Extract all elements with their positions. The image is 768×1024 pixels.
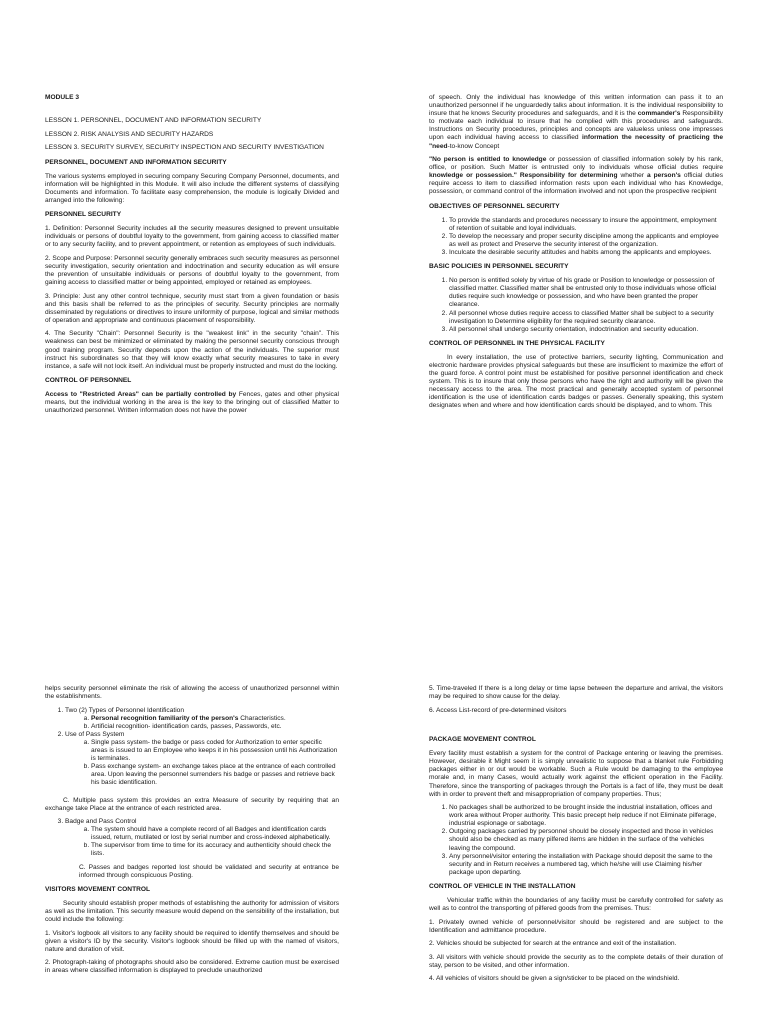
paragraph: Vehicular traffic within the boundaries of any facility must be carefully controlled for safety as well as to control the transporting of pilfered goods from the premises. Thus:: [429, 897, 723, 913]
list-item: 3. All personnel shall undergo security orientation, indoctrination and security education.: [449, 326, 723, 334]
paragraph: 2. Photograph-taking of photographs should also be considered. Extreme caution must be exercised in areas where classified information is displayed to preclude unauthorized: [45, 959, 339, 975]
lesson-1: LESSON 1. PERSONNEL, DOCUMENT AND INFORMATION SECURITY: [45, 117, 262, 125]
list-item: 1. To provide the standards and procedures necessary to insure the appointment, employment of retention of suitable and loyal individuals.: [449, 217, 723, 233]
paragraph: 1. Privately owned vehicle of personnel/visitor should be registered and are subject to the Identification and admittance procedure.: [429, 918, 723, 934]
sub-list-item: [91, 715, 339, 723]
list-item: 1. No packages shall be authorized to be brought inside the industrial installation, offices and work area without Proper authority. This basic precept help reduce if not Eliminate pilferage, industrial espionage or sabotage.: [449, 804, 723, 828]
bold-text: commander's: [637, 110, 681, 118]
list-item: 2. All personnel whose duties require access to classified Matter shall be subject to a security investigation to Determine eligibility for the required security clearance.: [449, 310, 723, 326]
body-text: of speech. Only the individual has knowledge of this written information can pass it to an unauthorized personnel if he unguardedly talks about information. It is the individual responsibility to insure that he knows Security procedures and safeguards, and it is the: [429, 94, 723, 118]
objectives-list: [429, 217, 723, 257]
section-heading: OBJECTIVES OF PERSONNEL SECURITY: [429, 202, 560, 210]
sub-list-item: b. The supervisor from time to time for its accuracy and authenticity should check the lists.: [91, 842, 339, 858]
sub-list-item: a. The system should have a complete record of all Badges and identification cards issued, return, mutilated or lost by serial number and cross-indexed alphabetically.: [91, 826, 339, 842]
list-item: 3. Any personnel/visitor entering the installation with Package should deposit the same to the security and in Return receives a numbered tag, which he/she will use Claiming his/her package upon departing.: [449, 853, 723, 877]
sub-list: [65, 826, 339, 858]
list-item: 2. Outgoing packages carried by personnel should be closely inspected and those in vehicles should also be checked as many pilfered items are hidden in the surface of the vehicles leaving the compound.: [449, 828, 723, 852]
page1-left-column: [45, 94, 339, 421]
paragraph: 4. All vehicles of visitors should be given a sign/sticker to be placed on the windshield.: [429, 975, 680, 983]
list-item: [65, 731, 339, 788]
body-text: -to-know Concept: [447, 142, 500, 150]
paragraph: [429, 156, 723, 196]
lesson-2: LESSON 2. RISK ANALYSIS AND SECURITY HAZARDS: [45, 130, 214, 138]
badge-list: [45, 818, 339, 858]
section-heading: CONTROL OF VEHICLE IN THE INSTALLATION: [429, 882, 576, 890]
page1-right-column: [429, 94, 723, 416]
section-heading: BASIC POLICIES IN PERSONNEL SECURITY: [429, 263, 569, 271]
sub-list-item: b. Artificial recognition- identification cards, passes, Passwords, etc.: [91, 723, 339, 731]
sub-list-item: b. Pass exchange system- an exchange takes place at the entrance of each controlled area. Upon leaving the personnel surrenders his badge or passes and retrieve back his basic identification.: [91, 763, 339, 787]
page2-left-column: [45, 685, 339, 981]
paragraph: Security should establish proper methods of establishing the authority for admission of visitors as well as the limitation. This security measure would depend on the sensibility of the installation, but could include the following:: [45, 899, 339, 924]
paragraph: 2. Vehicles should be subjected for search at the entrance and exit of the installation.: [429, 940, 677, 948]
paragraph: 4. The Security "Chain": Personnel Security is the "weakest link" in the security "chain". This weakness can best be minimized or eliminated by making the personnel security conscious through good training program. Security depends upon the action of the individuals. The superior must instruct his subordinates so that they will know exactly what security measures to take in every instance, a safe will not lock itself. An individual must be properly instructed and must do the locking.: [45, 330, 339, 370]
sub-list-item: a. Single pass system- the badge or pass coded for Authorization to enter specific areas is issued to an Employee who keeps it in his possession until his Authorization is terminates.: [91, 739, 339, 763]
list-item: 1. No person is entitled solely by virtue of his grade or Position to knowledge or possession of classified matter. Classified matter shall be entrusted only to those individuals whose official duties require such knowledge or possession, and who have been granted the proper clearance.: [449, 277, 723, 309]
body-text: Characteristics.: [238, 714, 286, 722]
paragraph: C. Multiple pass system this provides an extra Measure of security by requiring that an exchange take Place at the entrance of each restricted area.: [45, 796, 339, 812]
body-text: whether: [617, 172, 647, 180]
paragraph: 2. Scope and Purpose: Personnel security generally embraces such security measures as personnel security investigation, security orientation and indoctrination and security education as will ensure the prevention of unsuitable individuals or persons of doubtful loyalty to the government, from gaining access to classified matter or being appointed, employed or retained as employees.: [45, 254, 339, 287]
identification-list: [45, 707, 339, 788]
list-item: 3. Inculcate the desirable security attitudes and habits among the applicants and employees.: [449, 249, 723, 257]
paragraph: 1. Visitor's logbook all visitors to any facility should be required to identify themselves and should be given a visitor's ID by the security. Visitor's logbook should be filled up with the named of visitors, nature and duration of visit.: [45, 929, 339, 953]
section-heading: VISITORS MOVEMENT CONTROL: [45, 885, 151, 893]
bold-text: a person's: [646, 172, 681, 180]
paragraph: helps security personnel eliminate the risk of allowing the access of unauthorized personnel within the establishments.: [45, 685, 339, 701]
body-text: Fences, gates and other physical means, but the individual working in the area is the key to the bringing out of classified Matter to unauthorized personnel. Written information does not have the power: [45, 390, 339, 415]
paragraph: 1. Definition: Personnel Security includes all the security measures designed to prevent unsuitable individuals or persons of doubtful loyalty to the government, from gaining access to classified matter or to any security facility, and to prevent appointment, or retention as employees of such individuals.: [45, 225, 339, 249]
document-page-2: [0, 640, 768, 1024]
intro-paragraph: The various systems employed in securing company Securing Company Personnel, documents, and information will be highlighted in this Module. It will also include the different systems of classifying Documents and information. To facilitate easy comprehension, the module is logically Divided and arranged into the following:: [45, 172, 339, 204]
list-item-text: Use of Pass System: [65, 730, 125, 738]
bold-text: Access to "Restricted Areas" can be partially controlled by: [45, 390, 237, 398]
paragraph: Every facility must establish a system for the control of Package entering or leaving the premises. However, desirable it Might seem it is simply unrealistic to suppose that a blanket rule Forbidding packages either in or out would be workable. Such a Rule would be damaging to the employee morale and, in many Cases, would actually work against the efficient operation in the Facility. Therefore, since the transporting of packages through the Portals is a fact of life, they must be dealt with in order to prevent theft and misappropriation of company properties. Thus;: [429, 750, 723, 798]
lesson-3: LESSON 3. SECURITY SURVEY, SECURITY INSPECTION AND SECURITY INVESTIGATION: [45, 144, 324, 152]
list-item-text: Badge and Pass Control: [65, 818, 137, 826]
paragraph: 3. Principle: Just any other control technique, security must start from a given foundation or basis and this basis shall be referred to as the principles of security. Security principles are normally disseminated by regulations or directives to insure uniformity of purpose, logical and similar methods of operation and appropriate and continuous placement of responsibility.: [45, 292, 339, 324]
section-heading: CONTROL OF PERSONNEL IN THE PHYSICAL FACILITY: [429, 339, 605, 347]
package-list: [429, 804, 723, 877]
paragraph: 3. All visitors with vehicle should provide the security as to the complete details of their duration of stay, person to be visited, and other information.: [429, 953, 723, 969]
policies-list: [429, 277, 723, 334]
list-item: [65, 707, 339, 731]
paragraph: In every installation, the use of protective barriers, security lighting, Communication and electronic hardware provides physical safeguards but these are insufficient to maximize the effort of the guard force. A control point must be established for positive personnel identification and check system. This is to insure that only those persons who have the right and authority will be given the necessary access to the area. The most practical and generally accepted system of personnel identification is the use of identification cards badges or passes. Generally speaking, this system designates when and where and how identification cards should be displayed, and to whom. This: [429, 353, 723, 410]
paragraph: 6. Access List-record of pre-determined visitors: [429, 706, 567, 714]
sub-list: [65, 739, 339, 788]
module-title: MODULE 3: [45, 94, 80, 101]
paragraph: 5. Time-traveled If there is a long delay or time lapse between the departure and arrival, the visitors may be required to show cause for the delay.: [429, 685, 723, 701]
section-heading: PERSONNEL, DOCUMENT AND INFORMATION SECURITY: [45, 158, 227, 166]
section-heading: CONTROL OF PERSONNEL: [45, 376, 132, 384]
paragraph: [45, 391, 339, 415]
paragraph: C. Passes and badges reported lost should be validated and security at entrance be informed through conspicuous Posting.: [79, 863, 339, 879]
section-heading: PERSONNEL SECURITY: [45, 211, 122, 219]
bold-text: information the necessity of practicing the "need: [429, 134, 724, 150]
list-item-text: Two (2) Types of Personnel Identification: [65, 706, 184, 714]
page2-right-column: [429, 685, 723, 989]
bold-text: knowledge or possession." Responsibility for determining: [429, 172, 618, 180]
bold-text: Personal recognition familiarity of the person's: [91, 714, 239, 722]
body-text: official duties require access to item to classified information rests upon each individual who has Knowledge, possession, or command control of the information involved and not upon the prospective recipient: [429, 172, 724, 196]
list-item: 2. To develop the necessary and proper security discipline among the applicants and employee as well as protect and Preserve the security interest of the organization.: [449, 233, 723, 249]
section-heading: PACKAGE MOVEMENT CONTROL: [429, 736, 536, 744]
bold-text: "No person is entitled to knowledge: [429, 156, 547, 164]
list-item: [65, 818, 339, 858]
body-text: Responsibility to motivate each individual to insure that he complied with this procedures and safeguards. Instructions on Security procedures, principles and concepts are valueless unless one impresses upon each individual having access to classified: [429, 110, 723, 142]
body-text: or possession of classified information solely by his rank, office, or position. Such Matter is entrusted only to individuals whose official duties require: [429, 156, 723, 172]
sub-list: [65, 715, 339, 731]
paragraph: [429, 94, 723, 151]
